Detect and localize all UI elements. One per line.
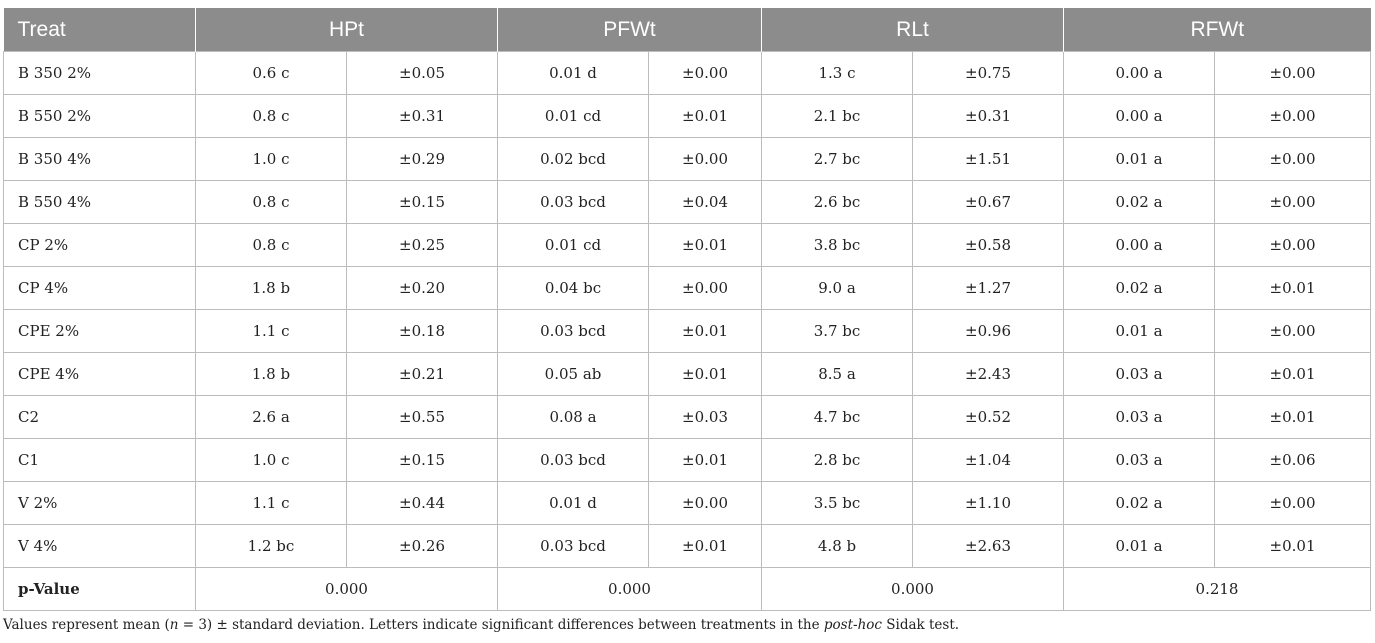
cell-rfwt: 0.00 a — [1064, 95, 1215, 138]
header-row — [4, 8, 1371, 52]
table-row — [4, 353, 1371, 396]
cell-hpt: 1.0 c — [196, 138, 347, 181]
pvalue-rfwt: 0.218 — [1064, 568, 1371, 611]
cell-rfwt-sd: ±0.01 — [1215, 396, 1371, 439]
cell-pfwt: 0.08 a — [498, 396, 649, 439]
cell-rfwt-sd: ±0.00 — [1215, 224, 1371, 267]
cell-rlt-sd: ±0.52 — [913, 396, 1064, 439]
cell-rlt: 8.5 a — [762, 353, 913, 396]
cell-hpt-sd: ±0.31 — [347, 95, 498, 138]
table-row — [4, 439, 1371, 482]
cell-treat: B 550 2% — [4, 95, 196, 138]
cell-rlt-sd: ±1.51 — [913, 138, 1064, 181]
pvalue-label: p-Value — [4, 568, 196, 611]
cell-pfwt: 0.03 bcd — [498, 525, 649, 568]
cell-hpt: 0.6 c — [196, 52, 347, 95]
cell-hpt: 2.6 a — [196, 396, 347, 439]
cell-rfwt: 0.01 a — [1064, 310, 1215, 353]
cell-rlt-sd: ±2.43 — [913, 353, 1064, 396]
pvalue-hpt: 0.000 — [196, 568, 498, 611]
cell-hpt-sd: ±0.15 — [347, 439, 498, 482]
cell-rfwt-sd: ±0.00 — [1215, 181, 1371, 224]
cell-treat: CP 2% — [4, 224, 196, 267]
header-rfwt: RFWt — [1064, 8, 1371, 52]
footnote-n-variable: n — [169, 617, 179, 633]
table-row — [4, 310, 1371, 353]
cell-pfwt-sd: ±0.00 — [649, 138, 762, 181]
cell-pfwt: 0.01 cd — [498, 95, 649, 138]
cell-pfwt-sd: ±0.01 — [649, 95, 762, 138]
cell-pfwt: 0.05 ab — [498, 353, 649, 396]
cell-pfwt-sd: ±0.04 — [649, 181, 762, 224]
cell-rlt: 2.6 bc — [762, 181, 913, 224]
footnote-posthoc: post-hoc — [823, 617, 882, 633]
cell-pfwt: 0.01 d — [498, 482, 649, 525]
cell-hpt-sd: ±0.26 — [347, 525, 498, 568]
table-footnote — [3, 617, 959, 633]
cell-treat: C1 — [4, 439, 196, 482]
footnote-part1: Values represent mean ( — [3, 617, 170, 633]
cell-rlt: 3.8 bc — [762, 224, 913, 267]
cell-pfwt-sd: ±0.01 — [649, 353, 762, 396]
footnote-part3: Sidak test. — [881, 617, 960, 633]
cell-rfwt-sd: ±0.01 — [1215, 267, 1371, 310]
cell-rlt: 2.7 bc — [762, 138, 913, 181]
cell-hpt-sd: ±0.21 — [347, 353, 498, 396]
cell-hpt: 1.1 c — [196, 482, 347, 525]
table-row — [4, 525, 1371, 568]
cell-hpt: 1.1 c — [196, 310, 347, 353]
table-row — [4, 138, 1371, 181]
cell-pfwt: 0.03 bcd — [498, 181, 649, 224]
cell-rlt-sd: ±0.67 — [913, 181, 1064, 224]
cell-rfwt-sd: ±0.01 — [1215, 525, 1371, 568]
cell-pfwt-sd: ±0.00 — [649, 52, 762, 95]
cell-pfwt-sd: ±0.01 — [649, 310, 762, 353]
table-row — [4, 181, 1371, 224]
cell-hpt-sd: ±0.15 — [347, 181, 498, 224]
cell-pfwt-sd: ±0.01 — [649, 439, 762, 482]
cell-pfwt-sd: ±0.01 — [649, 525, 762, 568]
cell-rlt: 9.0 a — [762, 267, 913, 310]
cell-rfwt-sd: ±0.00 — [1215, 482, 1371, 525]
cell-rlt: 2.1 bc — [762, 95, 913, 138]
cell-treat: CPE 2% — [4, 310, 196, 353]
cell-hpt-sd: ±0.25 — [347, 224, 498, 267]
cell-pfwt: 0.01 d — [498, 52, 649, 95]
cell-pfwt: 0.03 bcd — [498, 439, 649, 482]
cell-rlt-sd: ±0.96 — [913, 310, 1064, 353]
cell-rlt-sd: ±0.58 — [913, 224, 1064, 267]
cell-rlt: 4.7 bc — [762, 396, 913, 439]
cell-hpt-sd: ±0.29 — [347, 138, 498, 181]
cell-hpt: 1.8 b — [196, 267, 347, 310]
header-hpt: HPt — [196, 8, 498, 52]
cell-treat: V 2% — [4, 482, 196, 525]
cell-rfwt: 0.02 a — [1064, 181, 1215, 224]
cell-hpt: 1.2 bc — [196, 525, 347, 568]
cell-pfwt: 0.04 bc — [498, 267, 649, 310]
cell-hpt-sd: ±0.20 — [347, 267, 498, 310]
cell-hpt: 0.8 c — [196, 224, 347, 267]
cell-treat: C2 — [4, 396, 196, 439]
cell-rlt-sd: ±2.63 — [913, 525, 1064, 568]
pvalue-pfwt: 0.000 — [498, 568, 762, 611]
results-table — [3, 8, 1371, 611]
cell-rlt: 3.7 bc — [762, 310, 913, 353]
cell-rlt-sd: ±1.10 — [913, 482, 1064, 525]
footnote-part2: = 3) ± standard deviation. Letters indicate significant differences between treatments in the — [178, 617, 824, 633]
table-row — [4, 267, 1371, 310]
cell-rfwt: 0.02 a — [1064, 267, 1215, 310]
cell-hpt-sd: ±0.18 — [347, 310, 498, 353]
cell-rfwt: 0.02 a — [1064, 482, 1215, 525]
cell-treat: CPE 4% — [4, 353, 196, 396]
cell-pfwt: 0.03 bcd — [498, 310, 649, 353]
cell-rlt-sd: ±0.31 — [913, 95, 1064, 138]
cell-hpt: 0.8 c — [196, 95, 347, 138]
cell-rfwt: 0.03 a — [1064, 439, 1215, 482]
cell-treat: B 550 4% — [4, 181, 196, 224]
cell-pfwt-sd: ±0.03 — [649, 396, 762, 439]
cell-pfwt-sd: ±0.00 — [649, 482, 762, 525]
table-row — [4, 482, 1371, 525]
cell-rfwt-sd: ±0.01 — [1215, 353, 1371, 396]
cell-rfwt-sd: ±0.00 — [1215, 310, 1371, 353]
header-rlt: RLt — [762, 8, 1064, 52]
cell-rfwt: 0.01 a — [1064, 138, 1215, 181]
cell-hpt-sd: ±0.05 — [347, 52, 498, 95]
cell-hpt: 0.8 c — [196, 181, 347, 224]
cell-hpt: 1.0 c — [196, 439, 347, 482]
table-row — [4, 95, 1371, 138]
pvalue-row — [4, 568, 1371, 611]
cell-rfwt-sd: ±0.00 — [1215, 52, 1371, 95]
cell-pfwt-sd: ±0.00 — [649, 267, 762, 310]
table-body — [4, 52, 1371, 611]
cell-rlt-sd: ±1.27 — [913, 267, 1064, 310]
pvalue-rlt: 0.000 — [762, 568, 1064, 611]
header-pfwt: PFWt — [498, 8, 762, 52]
cell-rlt-sd: ±0.75 — [913, 52, 1064, 95]
cell-rfwt: 0.00 a — [1064, 52, 1215, 95]
cell-rlt: 3.5 bc — [762, 482, 913, 525]
cell-rlt-sd: ±1.04 — [913, 439, 1064, 482]
cell-rfwt: 0.03 a — [1064, 396, 1215, 439]
cell-rfwt: 0.01 a — [1064, 525, 1215, 568]
cell-rfwt-sd: ±0.00 — [1215, 138, 1371, 181]
header-treat: Treat — [4, 8, 196, 52]
cell-hpt: 1.8 b — [196, 353, 347, 396]
cell-rlt: 1.3 c — [762, 52, 913, 95]
cell-rlt: 2.8 bc — [762, 439, 913, 482]
cell-rfwt-sd: ±0.06 — [1215, 439, 1371, 482]
cell-rlt: 4.8 b — [762, 525, 913, 568]
table-row — [4, 52, 1371, 95]
cell-treat: B 350 2% — [4, 52, 196, 95]
cell-rfwt-sd: ±0.00 — [1215, 95, 1371, 138]
cell-hpt-sd: ±0.44 — [347, 482, 498, 525]
cell-rfwt: 0.03 a — [1064, 353, 1215, 396]
table-row — [4, 396, 1371, 439]
results-table-container — [3, 8, 1370, 611]
cell-hpt-sd: ±0.55 — [347, 396, 498, 439]
cell-rfwt: 0.00 a — [1064, 224, 1215, 267]
cell-treat: CP 4% — [4, 267, 196, 310]
table-row — [4, 224, 1371, 267]
cell-treat: V 4% — [4, 525, 196, 568]
cell-pfwt-sd: ±0.01 — [649, 224, 762, 267]
cell-treat: B 350 4% — [4, 138, 196, 181]
cell-pfwt: 0.01 cd — [498, 224, 649, 267]
cell-pfwt: 0.02 bcd — [498, 138, 649, 181]
